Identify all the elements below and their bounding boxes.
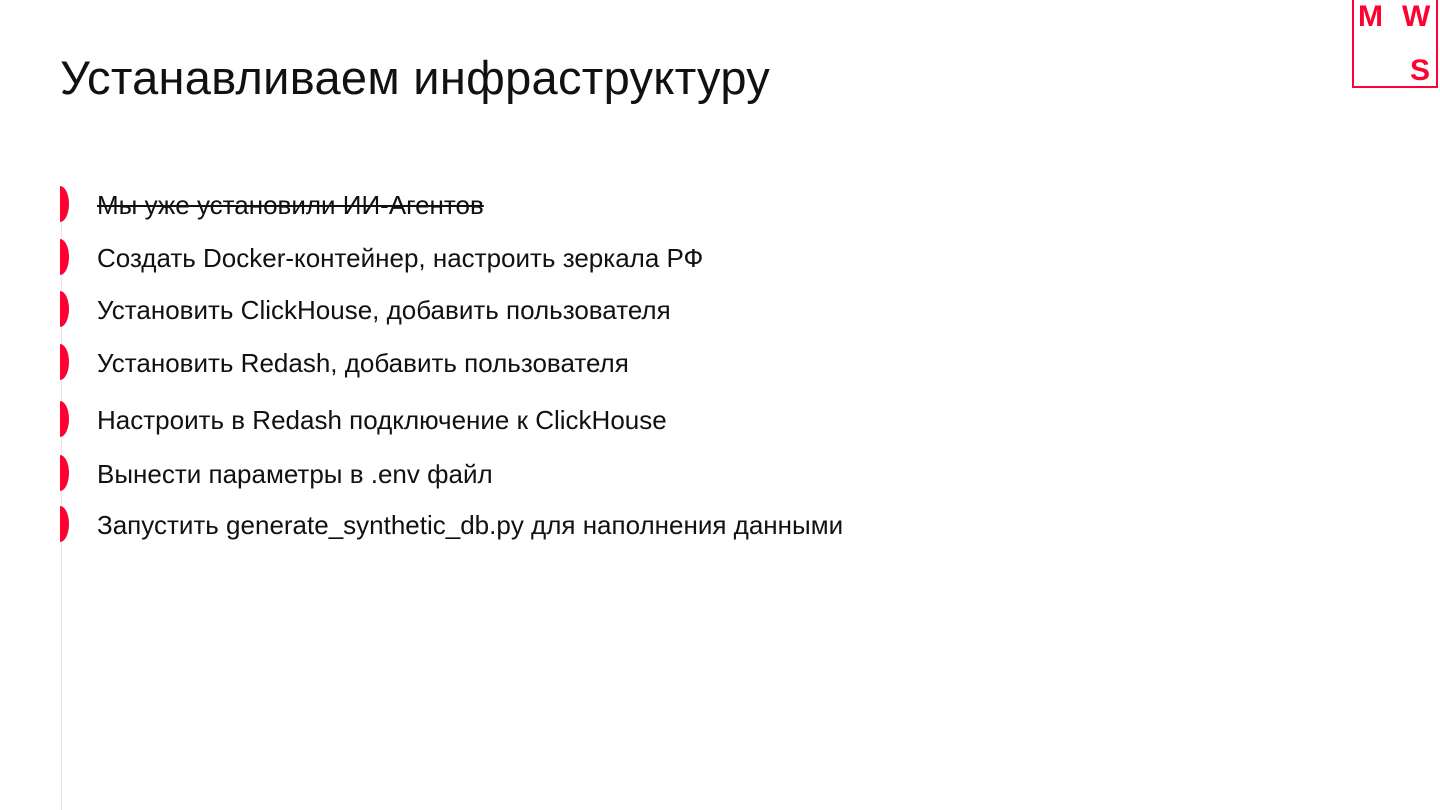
bullet-marker-icon	[60, 506, 69, 542]
bullet-text-6: Вынести параметры в .env файл	[97, 459, 493, 489]
logo-letter-w: W	[1402, 0, 1431, 33]
bullet-marker-icon	[60, 186, 69, 222]
bullet-text-7: Запустить generate_synthetic_db.py для наполнения данными	[97, 510, 844, 540]
bullet-text-3: Установить ClickHouse, добавить пользователя	[97, 295, 671, 325]
bullet-text-1: Мы уже установили ИИ-Агентов	[97, 190, 484, 220]
bullet-marker-icon	[60, 239, 69, 275]
bullet-text-4: Установить Redash, добавить пользователя	[97, 348, 629, 378]
mws-logo	[1352, 0, 1438, 88]
bullet-marker-icon	[60, 455, 69, 491]
bullet-text-5: Настроить в Redash подключение к ClickHouse	[97, 405, 667, 435]
bullet-text-2: Создать Docker-контейнер, настроить зеркала РФ	[97, 243, 704, 273]
slide-title: Устанавливаем инфраструктуру	[60, 51, 771, 104]
bullet-marker-icon	[60, 291, 69, 327]
bullet-marker-icon	[60, 401, 69, 437]
bullet-marker-icon	[60, 344, 69, 380]
logo-letter-m: M	[1358, 0, 1383, 33]
logo-letter-s: S	[1410, 54, 1431, 87]
